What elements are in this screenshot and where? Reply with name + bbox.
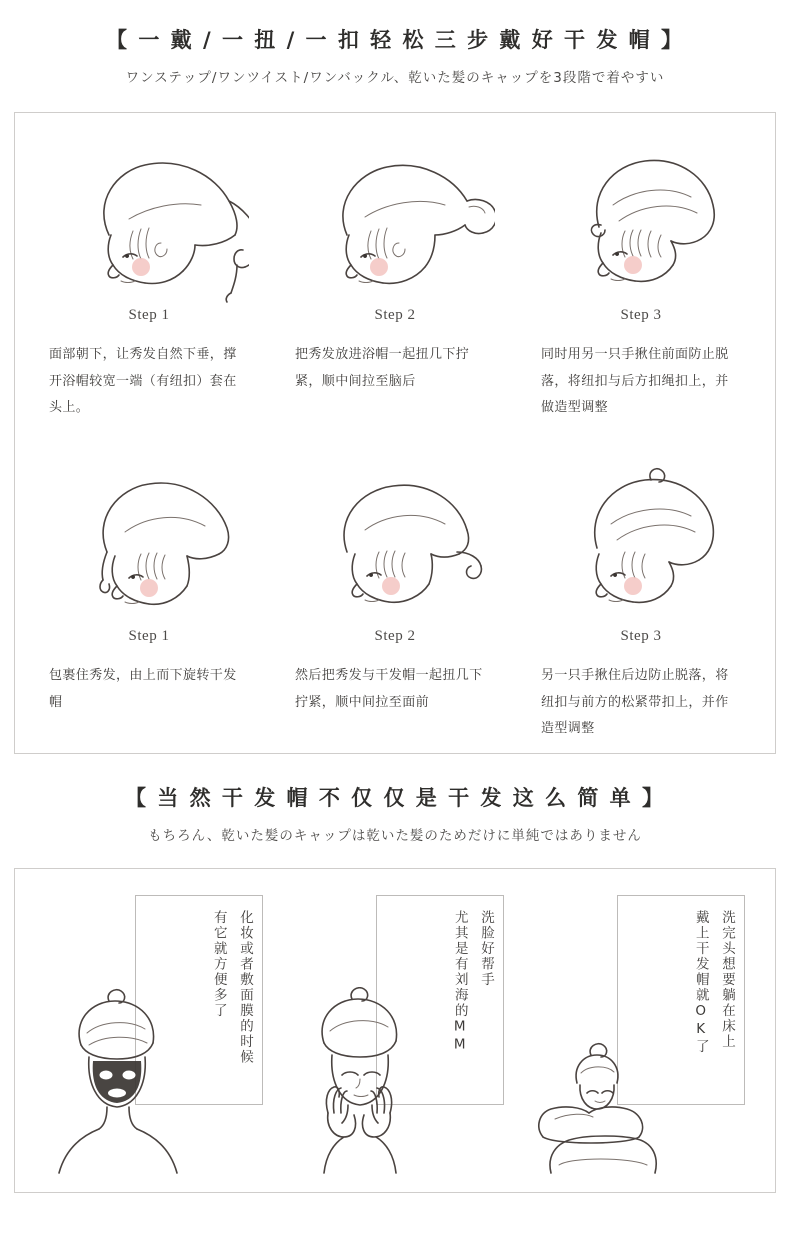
step-text-1-1: 面部朝下，让秀发自然下垂，撑开浴帽较宽一端（有纽扣）套在头上。 [49,347,237,416]
use-cell-3 [521,887,751,1177]
uses-row [15,869,775,1177]
use-caption-1-line1: 化妆或者敷面膜的时候 [237,910,253,1065]
step-figure-twist-front [295,456,495,626]
step-figure-twist-cap [295,135,495,305]
step-text-2-3: 另一只手揪住后边防止脱落，将纽扣与前方的松紧带扣上，并作造型调整 [541,667,729,737]
step-cell-2-1 [49,456,249,743]
step-figure-wrap-cap [49,456,249,626]
steps-section-subtitle: ワンステップ/ワンツイスト/ワンバックル、乾いた髪のキャップを3段階で着やすい [125,70,665,86]
use-caption-3-line1: 洗完头想要躺在床上 [719,910,735,1050]
use-cell-1 [39,887,269,1177]
steps-section-title: 【 一 戴 / 一 扭 / 一 扣 轻 松 三 步 戴 好 干 发 帽 】 [106,28,684,52]
uses-panel [14,868,776,1193]
step-label-1-1: Step 1 [128,307,170,323]
use-figure-lying-in-bed [525,987,675,1177]
steps-row-2 [15,456,775,743]
use-figure-facial-mask [43,987,193,1177]
step-label-2-1: Step 1 [128,627,170,644]
use-caption-2-line2: 尤其是有刘海的MM [451,910,468,1055]
steps-heading-block [0,0,790,86]
step-text-1-3: 同时用另一只手揪住前面防止脱落，将纽扣与后方扣绳扣上，并做造型调整 [541,347,729,416]
step-label-2-2: Step 2 [374,627,416,644]
step-figure-buckled-cap [541,135,741,305]
use-cell-2 [280,887,510,1177]
uses-section-title: 【 当 然 干 发 帽 不 仅 仅 是 干 发 这 么 简 单 】 [125,786,665,810]
step-label-1-3: Step 3 [620,307,662,323]
step-label-2-3: Step 3 [620,627,662,644]
step-cell-1-1 [49,135,249,422]
use-caption-1-line2: 有它就方便多了 [210,910,227,1019]
step-cell-2-3 [541,456,741,743]
uses-heading-block [0,754,790,844]
steps-panel [14,112,776,754]
step-label-1-2: Step 2 [374,307,416,323]
use-caption-3-line2: 戴上干发帽就OK了 [692,910,709,1055]
step-cell-2-2 [295,456,495,743]
steps-row-1 [15,135,775,422]
step-cell-1-3 [541,135,741,422]
use-figure-washing-face [284,987,434,1177]
step-figure-finished-cap [541,456,741,626]
step-text-2-2: 然后把秀发与干发帽一起扭几下拧紧，顺中间拉至面前 [295,667,483,710]
step-cell-1-2 [295,135,495,422]
use-caption-2-line1: 洗脸好帮手 [478,910,494,988]
uses-section-subtitle: もちろん、乾いた髪のキャップは乾いた髪のためだけに単純ではありません [148,828,642,844]
step-text-2-1: 包裹住秀发，由上而下旋转干发帽 [49,667,237,710]
step-text-1-2: 把秀发放进浴帽一起扭几下拧紧，顺中间拉至脑后 [295,347,470,389]
step-figure-head-down-cap [49,135,249,305]
